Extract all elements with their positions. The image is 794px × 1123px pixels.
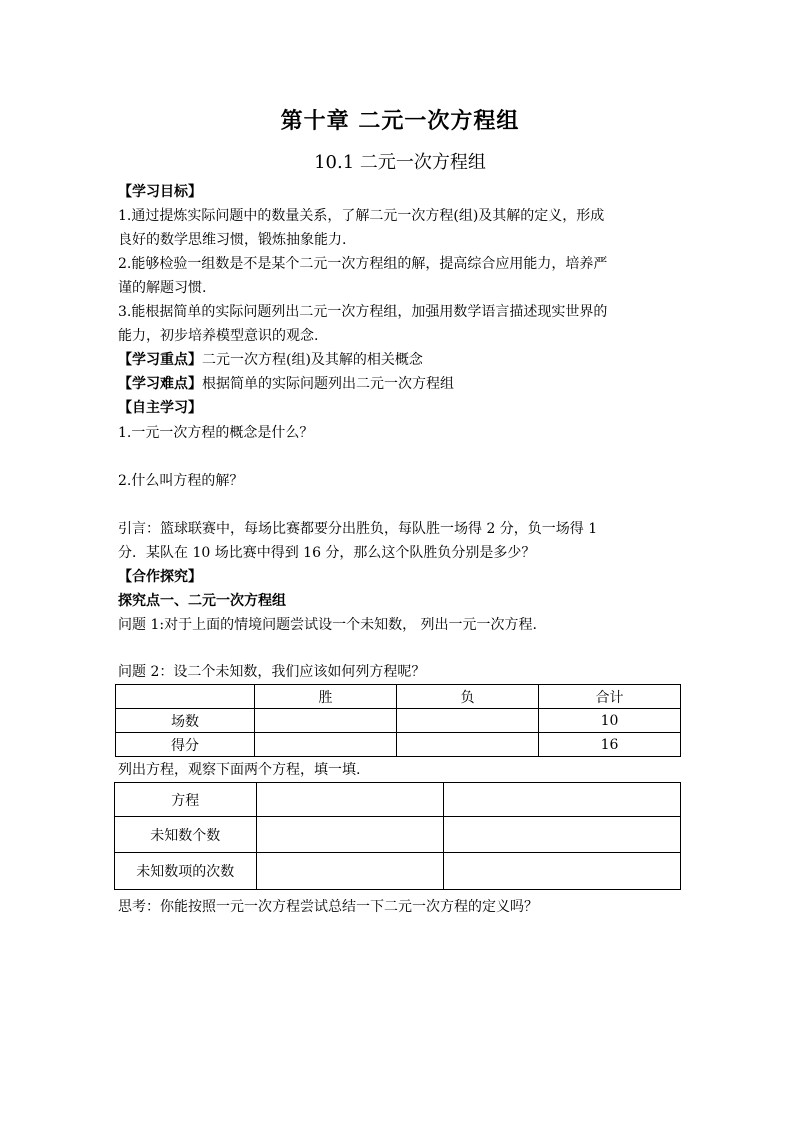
exploration-point-1: 探究点一、二元一次方程组: [118, 593, 286, 609]
table-cell[interactable]: [256, 817, 443, 853]
cooperation-heading: 【合作探究】: [118, 569, 202, 585]
thinking-question: 思考：你能按照一元一次方程尝试总结一下二元一次方程的定义吗？: [118, 899, 538, 915]
objective-line: 1.通过提炼实际问题中的数量关系，了解二元一次方程(组)及其解的定义，形成: [118, 208, 605, 224]
self-study-heading: 【自主学习】: [118, 400, 202, 416]
difficulty-text: 根据简单的实际问题列出二元一次方程组: [202, 376, 454, 392]
table-cell: 10: [539, 709, 681, 733]
key-point: [118, 348, 682, 372]
objective-line: 能力，初步培养模型意识的观念.: [118, 328, 319, 344]
table-cell[interactable]: [397, 733, 539, 757]
table-cell[interactable]: [255, 733, 397, 757]
score-table: [115, 684, 681, 757]
self-study-question-2: 2.什么叫方程的解？: [118, 473, 244, 489]
intro-line-2: 分．某队在 10 场比赛中得到 16 分，那么这个队胜负分别是多少？: [118, 545, 536, 561]
table-cell[interactable]: [256, 783, 443, 817]
table-cell[interactable]: [397, 709, 539, 733]
table-cell[interactable]: [255, 709, 397, 733]
table-header-cell: [116, 685, 255, 709]
problem-2: 问题 2：设二个未知数，我们应该如何列方程呢？: [118, 664, 426, 680]
table-cell: 得分: [116, 733, 255, 757]
table-cell[interactable]: [443, 783, 680, 817]
table-cell: 场数: [116, 709, 255, 733]
table-row: [115, 817, 681, 853]
objective-line: 2.能够检验一组数是不是某个二元一次方程组的解，提高综合应用能力，培养严: [118, 256, 608, 272]
objectives-heading: 【学习目标】: [118, 184, 202, 200]
objective-line: 良好的数学思维习惯，锻炼抽象能力.: [118, 232, 347, 248]
difficulty: [118, 372, 682, 396]
objective-line: 谨的解题习惯.: [118, 280, 207, 296]
table-cell[interactable]: [443, 817, 680, 853]
table-row: [115, 853, 681, 890]
table-row: [116, 709, 681, 733]
problem-1: 问题 1:对于上面的情境问题尝试设一个未知数， 列出一元一次方程.: [118, 617, 537, 633]
instruction-text: 列出方程，观察下面两个方程，填一填.: [118, 762, 361, 778]
table-header-cell: 胜: [255, 685, 397, 709]
table-cell[interactable]: [256, 853, 443, 890]
table-header-cell: 负: [397, 685, 539, 709]
table-row: [115, 783, 681, 817]
table-cell[interactable]: [443, 853, 680, 890]
key-point-text: 二元一次方程(组)及其解的相关概念: [202, 352, 423, 368]
objective-line: 3.能根据简单的实际问题列出二元一次方程组，加强用数学语言描述现实世界的: [118, 304, 608, 320]
self-study-question-1: 1.一元一次方程的概念是什么？: [118, 425, 314, 441]
key-point-label: 【学习重点】: [118, 352, 202, 368]
intro-line-1: 引言：篮球联赛中，每场比赛都要分出胜负，每队胜一场得 2 分，负一场得 1: [118, 521, 598, 537]
table-header-cell: 合计: [539, 685, 681, 709]
table-row-label: 未知数项的次数: [115, 853, 257, 890]
table-row-label: 方程: [115, 783, 257, 817]
table-header-row: [116, 685, 681, 709]
chapter-title: 第十章 二元一次方程组: [280, 108, 520, 134]
table-cell: 16: [539, 733, 681, 757]
equation-table: [114, 782, 681, 890]
table-row: [116, 733, 681, 757]
section-title: 10.1 二元一次方程组: [314, 152, 486, 173]
table-row-label: 未知数个数: [115, 817, 257, 853]
difficulty-label: 【学习难点】: [118, 376, 202, 392]
